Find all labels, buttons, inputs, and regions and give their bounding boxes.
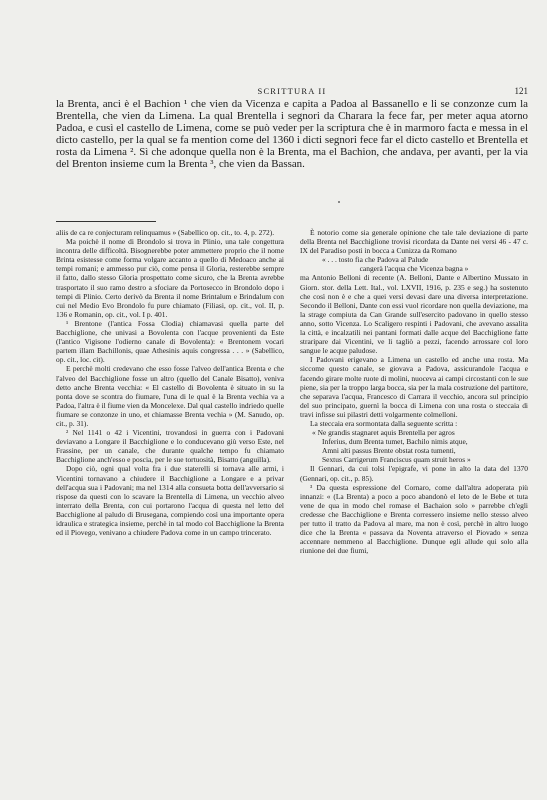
footnote-paragraph: Ma poichè il nome di Brondolo si trova in Plinio, una tale congettura incontra delle difficoltà. Bisognerebbe poter ammettere proprio che il nome Brinta esistesse come forma volgare accanto a quello di Medoaco anche ai tempi romani; e ammesso pur ciò, come pensa il Gloria, resterebbe sempre il fatto, dallo stesso Gloria prospettato come sicuro, che la Brenta avrebbe trasportato il suo ramo destro a sfociare da Portosecco in Brondolo dopo i tempi di Plinio. Certo derivò da Brenta il nome Brintalum e Brindalum con cui nel Medio Evo Brondolo fu pure chiamato (Filiasi, op. cit., vol. II, p. 136 e Romanin, op. cit., vol. I p. 401. — [56, 237, 284, 319]
footnote-column-left — [56, 228, 284, 537]
main-text-block — [56, 99, 528, 170]
footnote-paragraph: Il Gennari, da cui tolsi l'epigrafe, vi pone in alto la data del 1370 (Gennari, op. cit., p. 85). — [300, 464, 528, 483]
page-header — [56, 86, 528, 98]
main-paragraph: la Brenta, anci è el Bachion ¹ che vien da Vicenza e capita a Padoa al Bassanello e li se conzonze cum la Brentella, che vien da Limena. La qual Brentella i segnori da Charara la fece far, per meter aqua atorno Padoa, e cusì el castello de Limena, come se può veder per la scriptura che è in marmoro facta e messa in el dicto castello, per la qual se fa mention come del 1360 i dicti segnori fece far el dicto castello et Brentella et rosta da Limena ². Sì che adonque quella non è la Brenta, ma el Bachion, che andava, per avanti, per la via del Brenton insieme cum la Brenta ³, che vien da Bassan. — [56, 98, 528, 170]
quoted-verse-line: cangerà l'acqua che Vicenza bagna » — [359, 264, 469, 274]
running-title: SCRITTURA II — [257, 86, 327, 96]
quoted-verse-line: « . . . tosto fia che Padova al Palude — [322, 255, 429, 265]
page-number: 121 — [514, 86, 528, 96]
footnote-paragraph: E perchè molti credevano che esso fosse l'alveo dell'antica Brenta e che l'alveo del Bacchiglione fosse un altro (quello del Canale Bisatto), veniva detto anche Brenta vecchia: « El castello di Bovolenta è situato in su la ponta dove se scontra do fiumare, l'una di le qual è la Brenta vechia va a Padoa, l'altra è il fiume vien da Moncelexe. Dal qual castello indriedo quelle fiumare se conzonze in uno, et chiamasse Brenta vechia » (M. Sanudo, op. cit., p. 31). — [56, 364, 284, 428]
footnote-column-right — [300, 228, 528, 555]
scan-mark — [338, 201, 340, 203]
footnote-divider — [56, 221, 156, 222]
footnote-paragraph: La steccaia era sormontata dalla seguente scritta : — [310, 418, 458, 428]
inscription-line: « Ne grandis stagnaret aquis Brentella per agros — [312, 428, 455, 438]
footnote-paragraph: È notorio come sia generale opinione che tale tale deviazione di parte della Brenta nel Bacchiglione trovisi ricordata da Dante nei versi 46 - 47 c. IX del Paradiso posti in bocca a Cunizza da Romano — [300, 228, 528, 256]
inscription-line: Sextus Carrigerum Franciscus quam struit heros » — [322, 455, 471, 465]
footnote-paragraph: I Padovani erigevano a Limena un castello ed anche una rosta. Ma siccome questo canale, se giovava a Padova, assicurandole l'acqua e facendo girare molte ruote di molini, nuoceva ai campi circostanti con le sue piene, sia per la troppo larga bocca, sia per la mala costruzione del partitore, che separava l'acqua, Francesco di Carrara il vecchio, ancora sul principio del suo principato, guernì la bocca di Limena con una rosta o steccaia di travi infisse sui pilastri detti volgarmente colmelloni. — [300, 355, 528, 419]
footnote-paragraph: aliis de ca re conjecturam relinquamus » (Sabellico op. cit., to. 4, p. 272). — [56, 228, 275, 237]
footnote-paragraph: Dopo ciò, ogni qual volta fra i due staterelli si tornava alle armi, i Vicentini tornavano a chiudere il Bacchiglione a Longare e a privar dell'acqua sua i Padovani; ma nel 1314 alla consueta botta dell'avversario si rispose da questi con lo scavare la Brentella di Limena, un vecchio alveo interrato della Brenta, con cui portarono l'acqua di questa nel letto del Bacchiglione al paludo di Brusegana, compiendo così una importante opera idraulica e strategica insieme, perchè in tal modo col Bacchiglione la Brenta ed il Piovego, venivano a chiudere Padova come in un campo trincerato. — [56, 464, 284, 538]
footnote-paragraph: ma Antonio Belloni di recente (A. Belloni, Dante e Albertino Mussato in Giorn. stor. della Lett. Ital., vol. LXVII, 1916, p. 235 e seg.) ha sostenuto che così non è e che a quei versi devasi dare una diversa interpretazione. Secondo il Belloni, Dante con essi vuol ricordare non quella deviazione, ma la strage compiuta da Can Grande sull'esercito padovano in quello stesso anno, sotto Vicenza. Lo Scaligero respinti i Padovani, che avevano assalita la città, e incalzatili nei pantani formati dalle acque del Bacchiglione fatte straripare dai Vicentini, ve li tagliò a pezzi, facendo arrossare col loro sangue le acque paludose. — [300, 273, 528, 356]
footnote-paragraph: ² Nel 1141 o 42 i Vicentini, trovandosi in guerra con i Padovani deviavano a Longare il Bacchiglione e lo conducevano giù verso Este, nel Frassine, per un canale, che durante qualche tempo fu chiamato Bacchiglione anch'esso e poscia, per le sue tortuosità, Bisatto (anguilla). — [56, 428, 284, 465]
footnote-paragraph: ³ Da questa espressione del Cornaro, come dall'altra adoperata più innanzi: « (La Brenta) a poco a poco abandonò el leto de le Bebe et tuta vene de qua in modo chel romase el Bachaion solo » parrebbe ch'egli credesse che Bacchiglione e Brenta corressero insieme nello stesso alveo per tutto il tratto da Padova al mare, ma non è così, perchè in altro luogo dice che la Brenta « passava da Noventa atraverso el Piovado » senza accennare nemmeno al Bacchiglione. Dunque egli allude qui solo alla riunione dei due fiumi, — [300, 482, 528, 556]
inscription-line: Amni alti passus Brente obstat rosta tumenti, — [322, 446, 456, 456]
footnote-paragraph: ¹ Brentone (l'antica Fossa Clodia) chiamavasi quella parte del Bacchiglione, che univasi a Bovolenta con l'acque provenienti da Este (l'antico Vigisone l'odierno canale di Bovolenta): « Brentonem vocari partem illam Bachillonis, quae Athesinis aquis congressa . . . » (Sabellico, op. cit., loc. cit). — [56, 318, 284, 365]
inscription-line: Inferius, dum Brenta tumet, Bachilo nimis atque, — [322, 437, 468, 447]
